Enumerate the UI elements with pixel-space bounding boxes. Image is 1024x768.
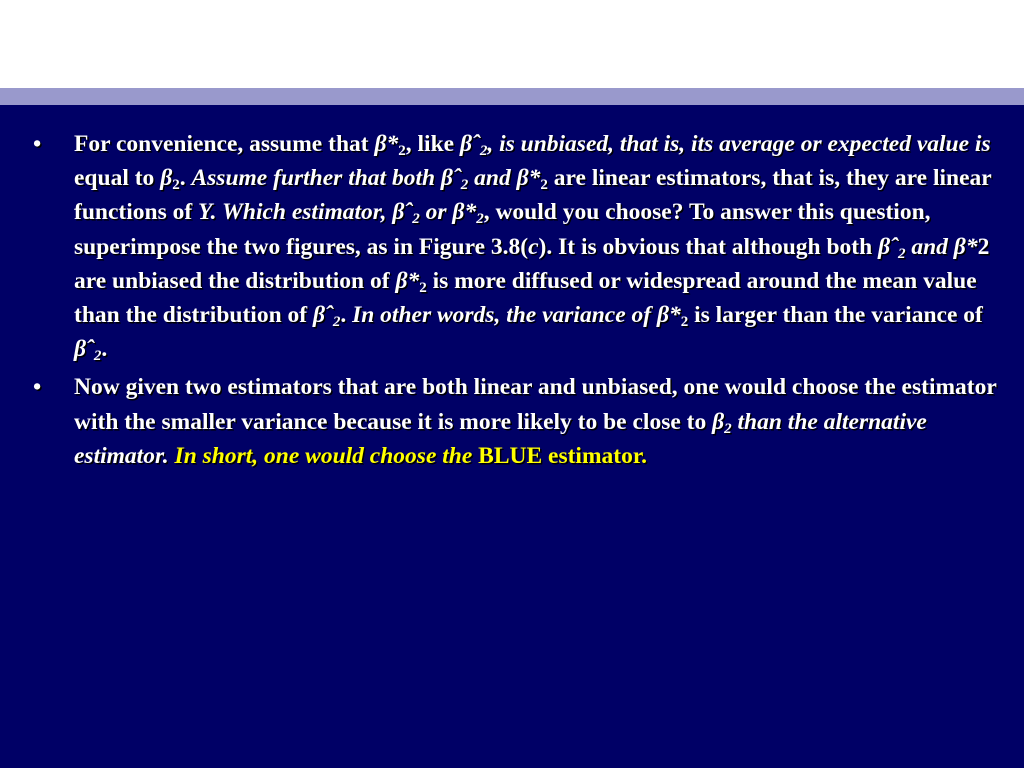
highlight-run: In short, one would choose the: [174, 442, 473, 469]
slide-body: [0, 105, 1024, 768]
subscript: 2: [724, 420, 732, 437]
math-run: β: [712, 408, 725, 435]
text-run: , would you choose? To answer this question, superimpose the two figures, as in Figure 3.8(: [74, 199, 931, 260]
italic-run: In other words, the variance of β*: [352, 302, 681, 329]
subscript: 2: [398, 143, 406, 159]
italic-run: , is unbiased, that is, its average or expected value is: [487, 131, 991, 157]
italic-run: Assume further that both βˆ: [191, 165, 461, 192]
subscript: 2: [332, 314, 341, 331]
subscript: 2: [412, 211, 420, 228]
bullet-list: [0, 127, 1024, 477]
text-run: are linear estimators, that is, they are linear functions of: [74, 165, 992, 226]
math-run: βˆ: [459, 131, 480, 157]
subscript: 2: [476, 211, 484, 228]
math-run: βˆ: [74, 336, 94, 363]
math-run: βˆ: [878, 233, 898, 260]
subscript: 2: [172, 177, 180, 194]
text-run: 2 are unbiased the distribution of: [74, 233, 990, 294]
text-run: .: [179, 165, 192, 192]
math-run: β: [160, 165, 173, 192]
subscript: 2: [93, 348, 102, 365]
text-run: .: [101, 336, 108, 363]
italic-run: and β*: [468, 165, 541, 192]
italic-run: and β*: [905, 233, 978, 260]
text-run: For convenience, assume that: [74, 131, 375, 157]
bullet-text: [74, 374, 996, 468]
math-run: β*: [395, 267, 420, 294]
italic-run: than the alternative estimator.: [74, 408, 927, 469]
bullet-marker: •: [33, 131, 42, 157]
bullet-marker: •: [33, 374, 42, 401]
text-run: equal to: [74, 165, 161, 192]
text-run: Now given two estimators that are both linear and unbiased, one would choose the estimator with the smaller variance because it is more likely to be close to: [74, 374, 997, 435]
text-run: is more diffused or widespread around the mean value than the distribution of: [74, 267, 977, 329]
bullet-item-blue: [0, 370, 1024, 473]
italic-run: c: [528, 233, 539, 260]
text-run: .: [340, 302, 353, 329]
subscript: 2: [680, 314, 689, 331]
text-run: is larger than the variance of: [688, 302, 983, 329]
bullet-item-convenience: [0, 127, 1024, 366]
subscript: 2: [460, 177, 469, 194]
subscript: 2: [897, 245, 906, 262]
highlight-run: BLUE estimator.: [472, 442, 648, 469]
subscript: 2: [479, 143, 488, 159]
subscript: 2: [419, 279, 427, 296]
math-run: βˆ: [312, 302, 333, 329]
title-stripe: [0, 88, 1024, 105]
italic-run: or β*: [419, 199, 477, 226]
italic-run: Y. Which estimator, βˆ: [198, 199, 413, 226]
header-area: [0, 0, 1024, 88]
subscript: 2: [540, 177, 548, 194]
bullet-text: [74, 131, 992, 365]
math-run: β*: [374, 131, 399, 157]
text-run: , like: [405, 131, 460, 157]
text-run: ). It is obvious that although both: [538, 233, 879, 260]
